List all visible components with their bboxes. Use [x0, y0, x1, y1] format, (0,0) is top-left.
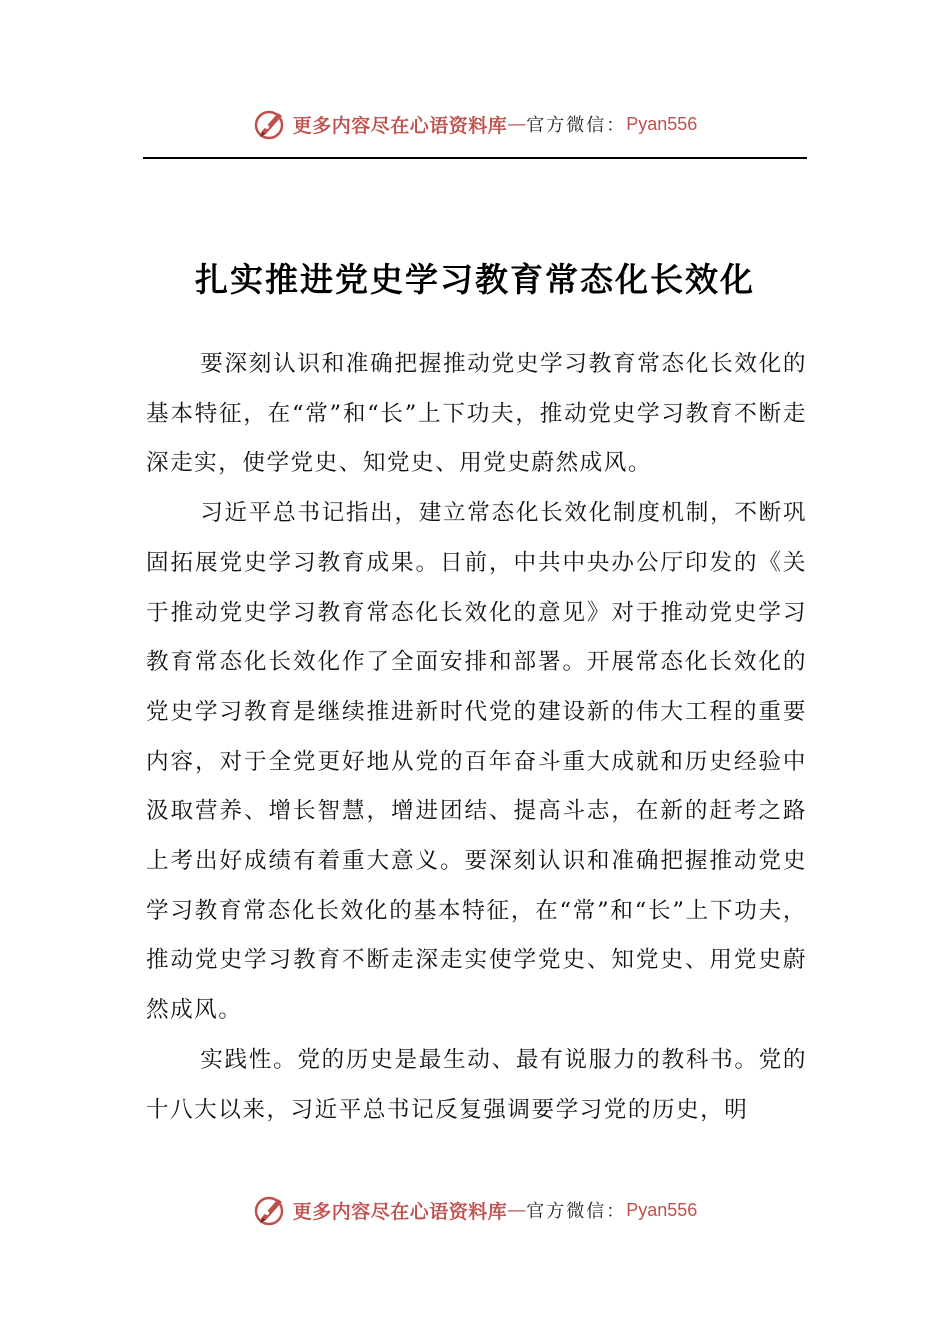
site-name: 更多内容尽在心语资料库	[292, 1200, 508, 1223]
header-divider	[143, 157, 807, 159]
separator: —	[507, 1199, 527, 1221]
paragraph-2: 习近平总书记指出，建立常态化长效化制度机制，不断巩固拓展党史学习教育成果。日前，中共中央办公厅印发的《关于推动党史学习教育常态化长效化的意见》对于推动党史学习教育常态化长效化作了全面安排和部署。开展常态化长效化的党史学习教育是继续推进新时代党的建设新的伟大工程的重要内容，对于全党更好地从党的百年奋斗重大成就和历史经验中汲取营养、增长智慧，增进团结、提高斗志，在新的赶考之路上考出好成绩有着重大意义。要深刻认识和准确把握推动党史学习教育常态化长效化的基本特征，在“常”和“长”上下功夫，推动党史学习教育不断走深走实使学党史、知党史、用党史蔚然成风。	[146, 500, 807, 1024]
header-banner	[0, 104, 950, 144]
wechat-id: Pyan556	[626, 1199, 698, 1220]
wechat-id: Pyan556	[626, 113, 698, 134]
wechat-label: 官方微信：	[526, 115, 627, 136]
footer-banner	[0, 1190, 950, 1230]
paragraph-3: 实践性。党的历史是最生动、最有说服力的教科书。党的十八大以来，习近平总书记反复强调要学习党的历史，明	[146, 1046, 807, 1123]
pen-logo-icon	[253, 1193, 287, 1227]
document-body	[146, 340, 807, 1135]
separator: —	[507, 113, 527, 135]
paragraph-1: 要深刻认识和准确把握推动党史学习教育常态化长效化的基本特征，在“常”和“长”上下功夫，推动党史学习教育不断走深走实，使学党史、知党史、用党史蔚然成风。	[146, 351, 807, 477]
wechat-label: 官方微信：	[526, 1201, 627, 1222]
site-name: 更多内容尽在心语资料库	[292, 114, 508, 137]
document-title: 扎实推进党史学习教育常态化长效化	[195, 260, 755, 300]
pen-logo-icon	[253, 107, 287, 141]
